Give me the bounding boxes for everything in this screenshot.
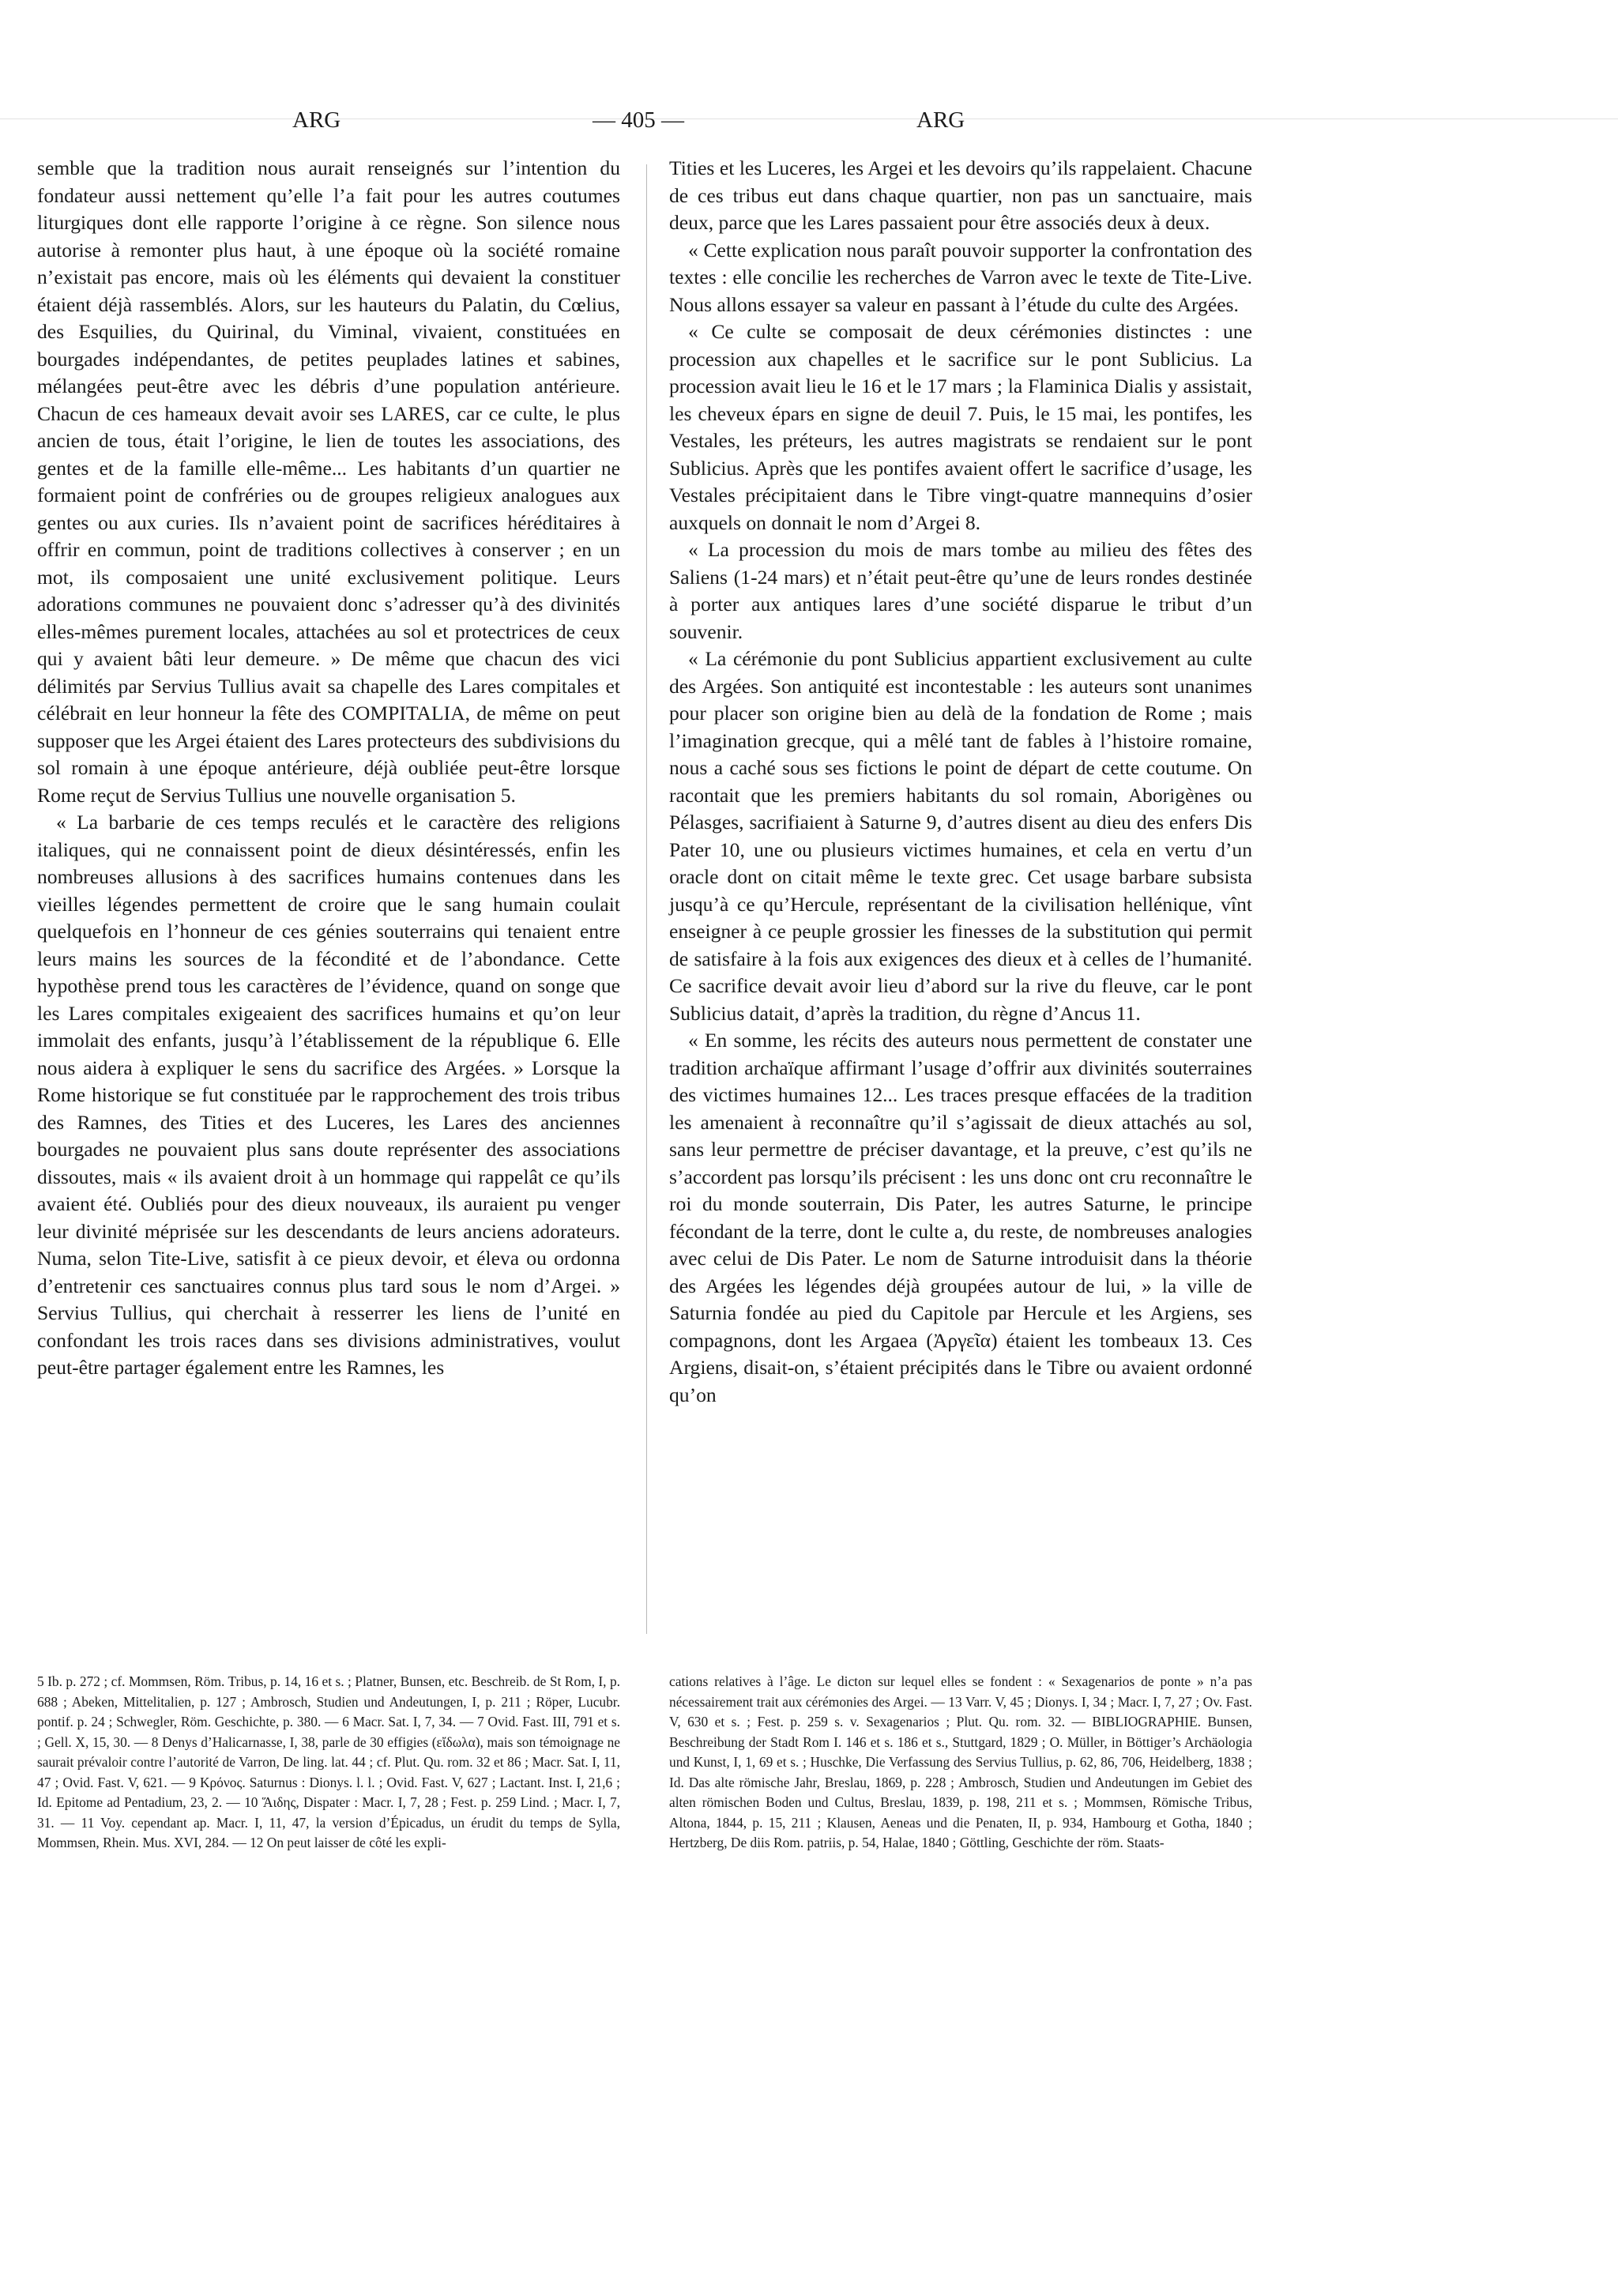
paragraph: semble que la tradition nous aurait renseignés sur l’intention du fondateur aussi nettement qu’elle l’a fait pour les autres coutumes liturgiques dont elle rapporte l’origine à ce règne. Son silence nous autorise à remonter plus haut, à une époque où la société romaine n’existait pas encore, mais où les éléments qui devaient la constituer étaient déjà rassemblés. Alors, sur les hauteurs du Palatin, du Cœlius, des Esquilies, du Quirinal, du Viminal, vivaient, constituées en bourgades indépendantes, de petites peuplades latines et sabines, mélangées peut-être avec les débris d’une population antérieure. Chacun de ces hameaux devait avoir ses LARES, car ce culte, le plus ancien de tous, était l’origine, le lien de toutes les associations, des gentes et de la famille elle-même... Les habitants d’un quartier ne formaient point de confréries ou de groupes religieux analogues aux gentes ou aux curies. Ils n’avaient point de sacrifices héréditaires à offrir en commun, point de traditions collectives à conserver ; en un mot, ils composaient une unité exclusivement politique. Leurs adorations communes ne pouvaient donc s’adresser qu’à des divinités elles-mêmes purement locales, attachées au sol et protectrices de ceux qui y avaient bâti leur demeure. » De même que chacun des vici délimités par Servius Tullius avait sa chapelle des Lares compitales et célébrait en leur honneur la fête des COMPITALIA, de même on peut supposer que les Argei étaient des Lares protecteurs des subdivisions du sol romain à une époque antérieure, déjà oubliée peut-être lorsque Rome reçut de Servius Tullius une nouvelle organisation 5. <box>37 156 620 807</box>
footnote-text: cations relatives à l’âge. Le dicton sur lequel elles se fondent : « Sexagenarios de ponte » n’a pas nécessairement trait aux cérémonies des Argei. — 13 Varr. V, 45 ; Dionys. I, 34 ; Macr. I, 7, 27 ; Ov. Fast. V, 630 et s. ; Fest. p. 259 s. v. Sexagenarios ; Plut. Qu. rom. 32. — BIBLIOGRAPHIE. Bunsen, Beschreibung der Stadt Rom I. 146 et s. 186 et s., Stuttgard, 1829 ; O. Müller, in Böttiger’s Archäologia und Kunst, I, 1, 69 et s. ; Huschke, Die Verfassung des Servius Tullius, p. 62, 86, 706, Heidelberg, 1838 ; Id. Das alte römische Jahr, Breslau, 1869, p. 228 ; Ambrosch, Studien und Andeutungen im Gebiet des alten römischen Boden und Cultus, Breslau, 1839, p. 198, 211 et s. ; Mommsen, Römische Tribus, Altona, 1844, p. 15, 211 ; Klausen, Aeneas und die Penaten, II, p. 934, Hambourg et Gotha, 1840 ; Hertzberg, De diis Rom. patriis, p. 54, Halae, 1840 ; Göttling, Geschichte der röm. Staats- <box>669 1673 1252 1850</box>
footnotes-left <box>37 1672 620 1854</box>
paragraph: « La cérémonie du pont Sublicius appartient exclusivement au culte des Argées. Son antiquité est incontestable : les auteurs sont unanimes pour placer son origine bien au delà de la fondation de Rome ; mais l’imagination grecque, qui a mêlé tant de fables à l’histoire romaine, nous a caché sous ses fictions le point de départ de cette coutume. On racontait que les premiers habitants du sol romain, Aborigènes ou Pélasges, sacrifiaient à Saturne 9, d’autres disent au dieu des enfers Dis Pater 10, une ou plusieurs victimes humaines, et cela en vertu d’un oracle dont on citait même le texte grec. Cet usage barbare subsista jusqu’à ce qu’Hercule, représentant de la civilisation hellénique, vînt enseigner à ce peuple grossier les finesses de la substitution qui permit de satisfaire à la fois aux exigences des dieux et à celles de l’humanité. Ce sacrifice devait avoir lieu d’abord sur la rive du fleuve, car le pont Sublicius datait, d’après la tradition, du règne d’Ancus 11. <box>669 647 1252 1025</box>
paragraph: « Cette explication nous paraît pouvoir supporter la confrontation des textes : elle concilie les recherches de Varron avec le texte de Tite-Live. Nous allons essayer sa valeur en passant à l’étude du culte des Argées. <box>669 238 1252 316</box>
paragraph: « La barbarie de ces temps reculés et le caractère des religions italiques, qui ne connaissent point de dieux désintéressés, enfin les nombreuses allusions à des sacrifices humains contenues dans les vieilles légendes permettent de croire que le sang humain coulait quelquefois en l’honneur de ces génies souterrains qui tenaient entre leurs mains les sources de la fécondité et de l’abondance. Cette hypothèse prend tous les caractères de l’évidence, quand on songe que les Lares compitales exigeaient des sacrifices humains et qu’on leur immolait des enfants, jusqu’à l’établissement de la république 6. Elle nous aidera à expliquer le sens du sacrifice des Argées. » Lorsque la Rome historique se fut constituée par le rapprochement des trois tribus des Ramnes, des Tities et des Luceres, les Lares des anciennes bourgades ne pouvaient plus sans doute représenter des associations dissoutes, mais « ils avaient droit à un hommage qui rappelât ce qu’ils avaient été. Oubliés pour des dieux nouveaux, ils auraient pu venger leur divinité méprisée sur les descendants de leurs anciens adorateurs. Numa, selon Tite-Live, satisfit à ce pieux devoir, et éleva ou ordonna d’entretenir ces sanctuaires connus plus tard sous le nom d’Argei. » Servius Tullius, qui cherchait à resserrer les liens de l’unité en confondant les trois races dans ses divisions administratives, voulut peut-être partager également entre les Ramnes, les <box>37 811 620 1379</box>
paragraph: « En somme, les récits des auteurs nous permettent de constater une tradition archaïque affirmant l’usage d’offrir aux divinités souterraines des victimes humaines 12... Les traces presque effacées de la tradition les amenaient à reconnaître qu’il s’agissait de dieux attachés au sol, sans leur permettre de préciser davantage, et la preuve, c’est qu’ils ne s’accordent pas lorsqu’ils précisent : les uns donc ont cru reconnaître le roi du monde souterrain, Dis Pater, les autres Saturne, le principe fécondant de la terre, dont le culte a, du reste, de nombreuses analogies avec celui de Dis Pater. Le nom de Saturne introduisit dans la théorie des Argées les légendes déjà groupées autour de lui, » la ville de Saturnia fondée au pied du Capitole par Hercule et les Argiens, ses compagnons, dont les Argaea (Ἀργεῖα) étaient les tombeaux 13. Ces Argiens, disait-on, s’étaient précipités dans le Tibre ou avaient ordonné qu’on <box>669 1029 1252 1406</box>
footnotes-right <box>669 1672 1252 1854</box>
right-column <box>669 155 1252 1409</box>
paragraph: « Ce culte se composait de deux cérémonies distinctes : une procession aux chapelles et le sacrifice sur le pont Sublicius. La procession avait lieu le 16 et le 17 mars ; la Flaminica Dialis y assistait, les cheveux épars en signe de deuil 7. Puis, le 15 mai, les pontifes, les Vestales, les préteurs, les autres magistrats se rendaient sur le pont Sublicius. Après que les pontifes avaient offert le sacrifice d’usage, les Vestales précipitaient dans le Tibre vingt-quatre mannequins d’osier auxquels on donnait le nom d’Argei 8. <box>669 320 1252 534</box>
left-column <box>37 155 620 1382</box>
running-head-right: ARG <box>916 107 965 133</box>
page-number: — 405 — <box>593 107 684 133</box>
column-divider <box>646 164 647 1634</box>
footnote-text: 5 Ib. p. 272 ; cf. Mommsen, Röm. Tribus, p. 14, 16 et s. ; Platner, Bunsen, etc. Beschreib. de St Rom, I, p. 688 ; Abeken, Mittelitalien, p. 127 ; Ambrosch, Studien und Andeutungen, I, p. 211 ; Röper, Lucubr. pontif. p. 24 ; Schwegler, Röm. Geschichte, p. 380. — 6 Macr. Sat. I, 7, 34. — 7 Ovid. Fast. III, 791 et s. ; Gell. X, 15, 30. — 8 Denys d’Halicarnasse, I, 38, parle de 30 effigies (εἴδωλα), mais son témoignage ne saurait prévaloir contre l’autorité de Varron, De ling. lat. 44 ; cf. Plut. Qu. rom. 32 et 86 ; Macr. Sat. I, 11, 47 ; Ovid. Fast. V, 621. — 9 Κρόνος. Saturnus : Dionys. l. l. ; Ovid. Fast. V, 627 ; Lactant. Inst. I, 21,6 ; Id. Epitome ad Pentadium, 23, 2. — 10 Ἅιδης, Dispater : Macr. I, 7, 28 ; Fest. p. 259 Lind. ; Macr. I, 7, 31. — 11 Voy. cependant ap. Macr. I, 11, 47, la version d’Épicadus, un érudit du temps de Sylla, Mommsen, Rhein. Mus. XVI, 284. — 12 On peut laisser de côté les expli- <box>37 1673 620 1850</box>
paragraph: Tities et les Luceres, les Argei et les devoirs qu’ils rappelaient. Chacune de ces tribus eut dans chaque quartier, non pas un sanctuaire, mais deux, parce que les Lares passaient pour être associés deux à deux. <box>669 156 1252 234</box>
running-head-left: ARG <box>292 107 341 133</box>
paragraph: « La procession du mois de mars tombe au milieu des fêtes des Saliens (1-24 mars) et n’était peut-être qu’une de leurs rondes destinée à porter aux antiques lares d’une société disparue le tribut d’un souvenir. <box>669 538 1252 643</box>
